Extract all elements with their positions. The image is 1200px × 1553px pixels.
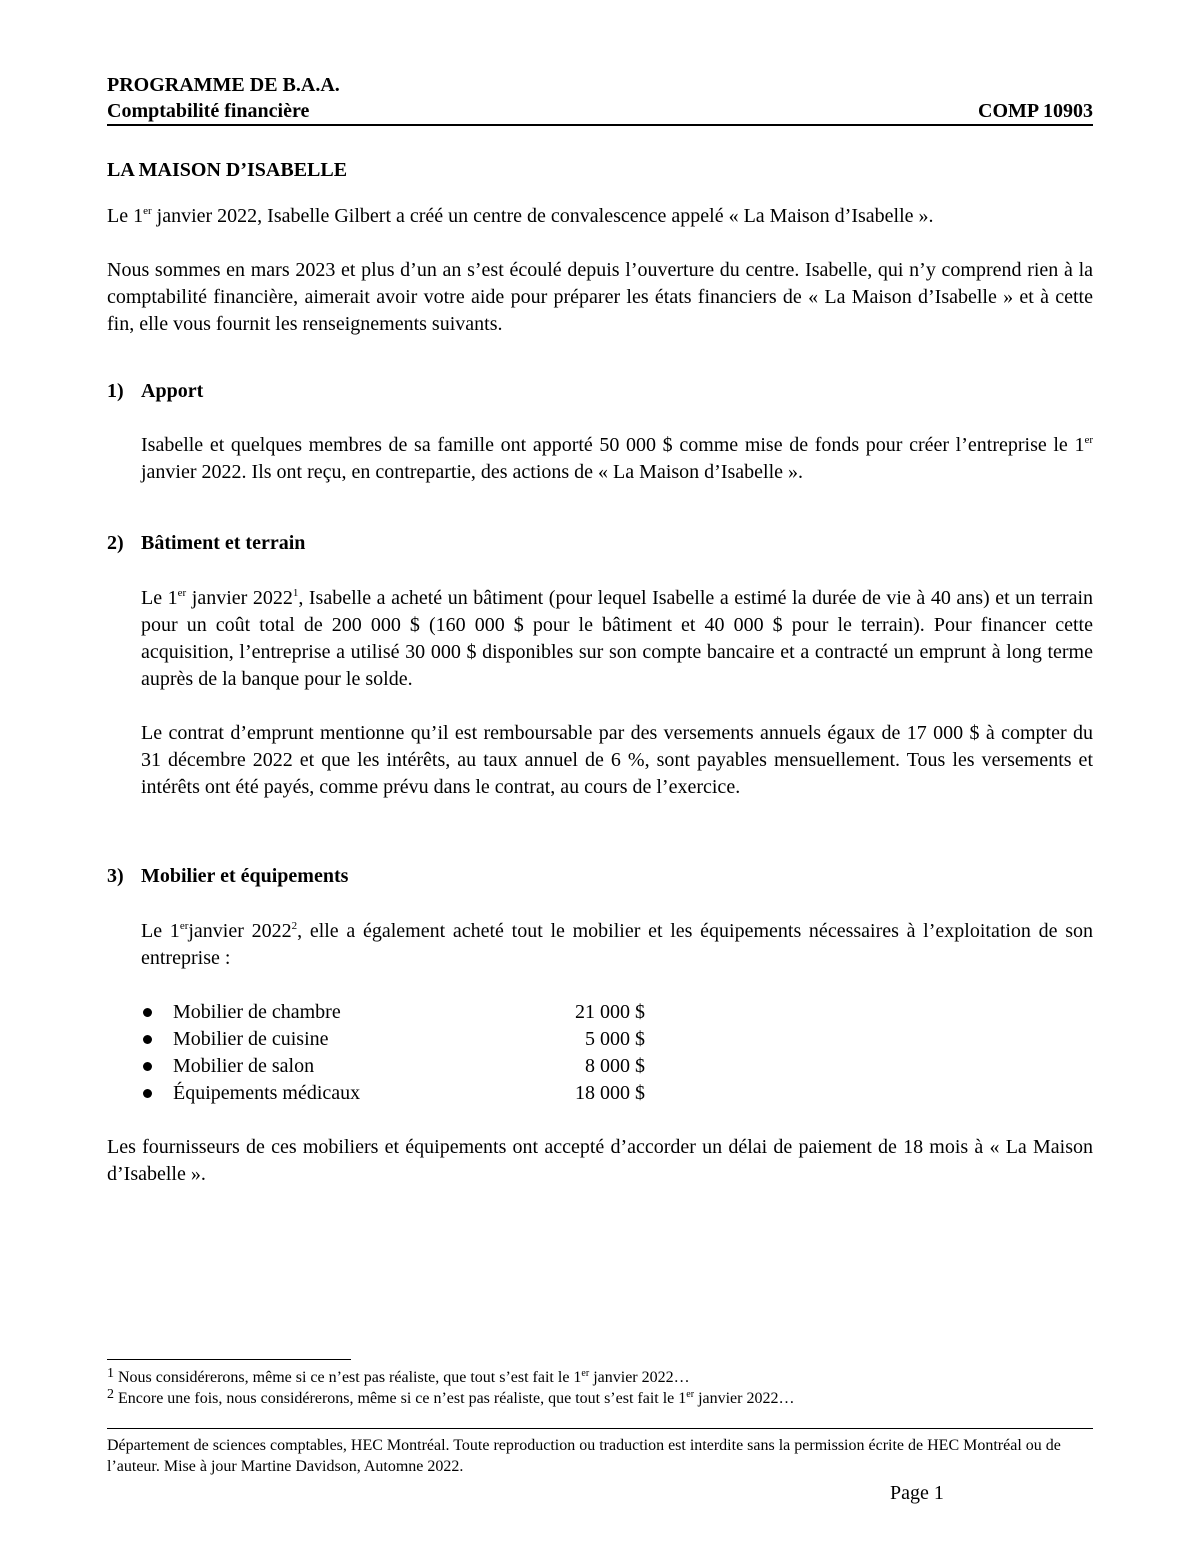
bullet-icon <box>143 1008 152 1017</box>
section-3-heading: 3) Mobilier et équipements <box>107 865 349 887</box>
document-body <box>107 157 1093 1188</box>
bullet-icon <box>143 1062 152 1071</box>
footnote-separator <box>107 1359 351 1360</box>
page-number: Page 1 <box>890 1482 944 1504</box>
footnote-ref-2: 2 <box>291 920 298 932</box>
footnote-2: 2 Encore une fois, nous considérerons, même si ce n’est pas réaliste, que tout s’est fait le 1er janvier 2022… <box>107 1387 795 1407</box>
footer-separator <box>107 1428 1093 1429</box>
list-item: Mobilier de cuisine 5 000 $ <box>173 1026 1093 1053</box>
document-page <box>107 0 1093 1553</box>
section-3-paragraph: Le 1erjanvier 2022$^2$, elle a également acheté tout le mobilier et les équipements nécessaires à l’exploitation de son entreprise : <box>141 920 1094 969</box>
intro-paragraph-1: Le 1er janvier 2022, Isabelle Gilbert a créé un centre de convalescence appelé « La Maison d’Isabelle ». <box>107 205 934 227</box>
list-item: Mobilier de salon 8 000 $ <box>173 1053 1093 1080</box>
bullet-icon <box>143 1035 152 1044</box>
case-title: LA MAISON D’ISABELLE <box>107 159 348 181</box>
equipment-list <box>173 999 1093 1107</box>
section-1-text: Isabelle et quelques membres de sa famille ont apporté 50 000 $ comme mise de fonds pour créer l’entreprise le 1er janvier 2022. Ils ont reçu, en contrepartie, des actions de « La Maison d’Isabelle ». <box>141 434 1093 483</box>
footer-copyright: Département de sciences comptables, HEC Montréal. Toute reproduction ou traduction est interdite sans la permission écrite de HEC Montréal ou de l’auteur. Mise à jour Martine Davidson, Automne 2022. <box>107 1437 1061 1475</box>
section-1-heading: 1) Apport <box>107 380 204 402</box>
footnotes <box>107 1367 1093 1409</box>
list-item: Équipements médicaux 18 000 $ <box>173 1080 1093 1107</box>
footnote-ref-1: 1 <box>292 587 299 599</box>
intro-paragraph-2: Nous sommes en mars 2023 et plus d’un an s’est écoulé depuis l’ouverture du centre. Isabelle, qui n’y comprend rien à la comptabilité financière, aimerait avoir votre aide pour préparer les états financiers de « La Maison d’Isabelle » et à cette fin, elle vous fournit les renseignements suivants. <box>107 259 1093 335</box>
list-item: Mobilier de chambre 21 000 $ <box>173 999 1093 1026</box>
section-2-heading: 2) Bâtiment et terrain <box>107 532 306 554</box>
course-header <box>107 100 1093 126</box>
section-3-closing: Les fournisseurs de ces mobiliers et équipements ont accepté d’accorder un délai de paiement de 18 mois à « La Maison d’Isabelle ». <box>107 1136 1093 1185</box>
course-name: Comptabilité financière <box>107 100 310 122</box>
section-2-paragraph-1: Le 1er janvier 2022$^1$, Isabelle a acheté un bâtiment (pour lequel Isabelle a estimé la durée de vie à 40 ans) et un terrain pour un coût total de 200 000 $ (160 000 $ pour le bâtiment et 40 000 $ pour le terrain). Pour financer cette acquisition, l’entreprise a utilisé 30 000 $ disponibles sur son compte bancaire et a contracté un emprunt à long terme auprès de la banque pour le solde. <box>141 587 1094 690</box>
section-2-paragraph-2: Le contrat d’emprunt mentionne qu’il est remboursable par des versements annuels égaux de 17 000 $ à compter du 31 décembre 2022 et que les intérêts, au taux annuel de 6 %, sont payables mensuellement. Tous les versements et intérêts ont été payés, comme prévu dans le contrat, au cours de l’exercice. <box>141 722 1093 798</box>
program-title: PROGRAMME DE B.A.A. <box>107 74 340 96</box>
footnote-1: 1 Nous considérerons, même si ce n’est pas réaliste, que tout s’est fait le 1er janvier 2022… <box>107 1366 690 1386</box>
bullet-icon <box>143 1089 152 1098</box>
course-code: COMP 10903 <box>978 100 1093 122</box>
